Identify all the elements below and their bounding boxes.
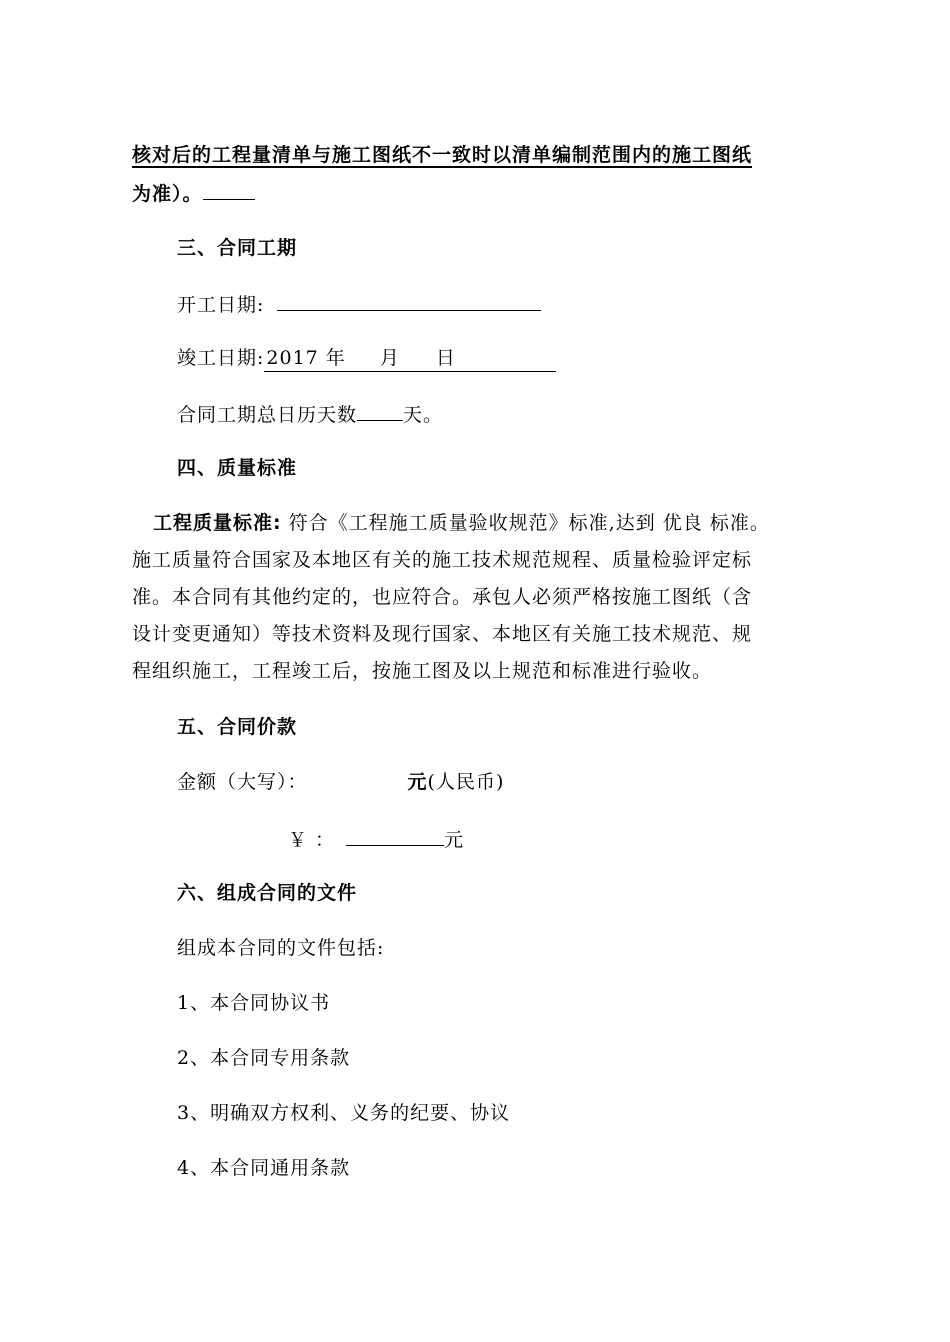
end-date-label: 竣工日期: — [177, 347, 265, 369]
amount-words-row — [177, 769, 504, 795]
end-month: 月 — [379, 347, 400, 369]
quality-standard-text1: 符合《工程施工质量验收规范》标准,达到 — [288, 512, 656, 534]
total-days-blank[interactable] — [357, 400, 403, 421]
intro-line-1: 核对后的工程量清单与施工图纸不一致时以清单编制范围内的施工图纸 — [132, 144, 753, 166]
intro-line-2 — [132, 179, 255, 207]
yen-label: ￥ ： — [288, 829, 336, 851]
total-days-suffix: 天。 — [403, 404, 444, 426]
quality-para-line-4: 设计变更通知）等技术资料及现行国家、本地区有关施工技术规范、规 — [132, 623, 753, 645]
intro-underline — [203, 179, 255, 200]
start-date-blank[interactable] — [277, 290, 541, 311]
section-5-heading: 五、合同价款 — [177, 716, 298, 738]
documents-intro: 组成本合同的文件包括: — [177, 937, 385, 959]
start-date-label: 开工日期: — [177, 294, 265, 316]
intro-line-2-text: 为准）。 — [132, 183, 203, 205]
end-year: 2017 年 — [266, 347, 346, 369]
document-item: 4、本合同通用条款 — [177, 1157, 351, 1179]
amount-words-unit: 元 — [407, 771, 428, 793]
quality-standard-label: 工程质量标准: — [153, 512, 282, 534]
quality-standard-level: 优良 — [662, 512, 703, 534]
amount-words-currency: (人民币) — [427, 771, 505, 793]
document-item: 1、本合同协议书 — [177, 992, 331, 1014]
document-item: 3、明确双方权利、义务的纪要、协议 — [177, 1102, 511, 1124]
section-6-heading: 六、组成合同的文件 — [177, 882, 358, 904]
document-item: 2、本合同专用条款 — [177, 1047, 351, 1069]
start-date-row — [177, 290, 541, 318]
total-days-prefix: 合同工期总日历天数 — [177, 404, 358, 426]
quality-para-line-5: 程组织施工，工程竣工后，按施工图及以上规范和标准进行验收。 — [132, 660, 713, 682]
yen-unit: 元 — [444, 829, 465, 851]
total-days-row — [177, 400, 443, 428]
end-date-row — [177, 345, 556, 372]
section-3-heading: 三、合同工期 — [177, 237, 298, 259]
amount-words-label: 金额（大写）： — [177, 771, 308, 793]
quality-standard-line — [153, 510, 770, 536]
end-date-value[interactable] — [264, 345, 556, 372]
amount-figures-row — [288, 825, 464, 853]
quality-standard-text2: 标准。 — [709, 512, 770, 534]
quality-para-line-2: 施工质量符合国家及本地区有关的施工技术规范规程、质量检验评定标 — [132, 549, 753, 571]
end-day: 日 — [435, 347, 456, 369]
section-4-heading: 四、质量标准 — [177, 457, 298, 479]
quality-para-line-3: 准。本合同有其他约定的，也应符合。承包人必须严格按施工图纸（含 — [132, 586, 753, 608]
amount-figures-blank[interactable] — [346, 825, 444, 846]
